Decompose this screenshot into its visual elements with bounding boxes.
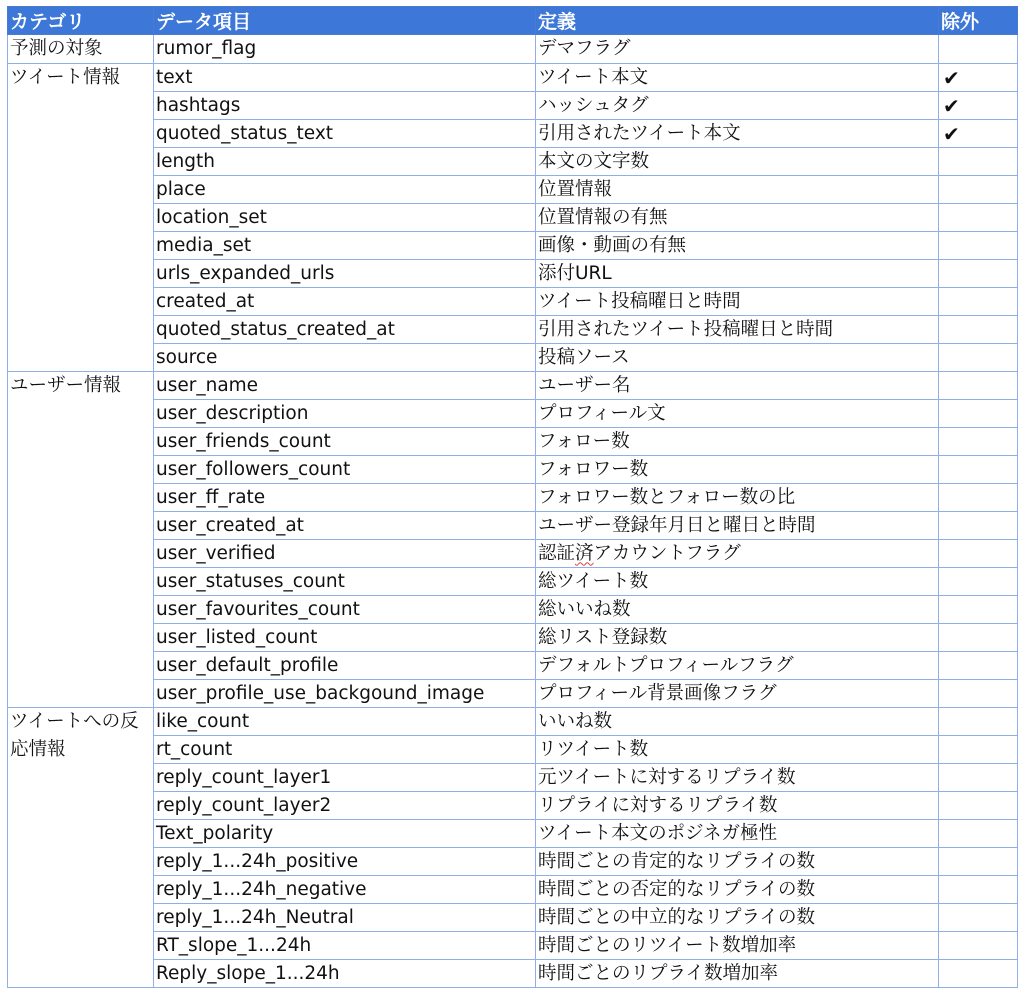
exclude-cell [939, 344, 1018, 372]
item-cell: user_friends_count [154, 428, 536, 456]
item-cell: Text_polarity [154, 820, 536, 848]
item-cell: rumor_flag [154, 35, 536, 64]
definition-cell: フォロワー数 [536, 456, 939, 484]
spellcheck-underline: 済 [575, 542, 594, 564]
exclude-cell [939, 232, 1018, 260]
table-row [8, 540, 1018, 568]
definition-cell: ハッシュタグ [536, 92, 939, 120]
table-row [8, 92, 1018, 120]
exclude-cell [939, 316, 1018, 344]
exclude-cell [939, 736, 1018, 764]
item-cell: reply_count_layer2 [154, 792, 536, 820]
table-row [8, 764, 1018, 792]
table-row [8, 960, 1018, 988]
exclude-cell [939, 260, 1018, 288]
exclude-cell [939, 764, 1018, 792]
definition-cell: 総いいね数 [536, 596, 939, 624]
item-cell: user_default_profile [154, 652, 536, 680]
exclude-cell [939, 428, 1018, 456]
definition-cell: プロフィール背景画像フラグ [536, 680, 939, 708]
exclude-cell [939, 204, 1018, 232]
definition-cell: 位置情報 [536, 176, 939, 204]
item-cell: hashtags [154, 92, 536, 120]
item-cell: user_statuses_count [154, 568, 536, 596]
exclude-cell [939, 596, 1018, 624]
item-cell: place [154, 176, 536, 204]
item-cell: user_ff_rate [154, 484, 536, 512]
definition-cell: ユーザー名 [536, 372, 939, 400]
definition-cell: デフォルトプロフィールフラグ [536, 652, 939, 680]
exclude-cell [939, 960, 1018, 988]
definition-cell: 投稿ソース [536, 344, 939, 372]
item-cell: created_at [154, 288, 536, 316]
item-cell: user_description [154, 400, 536, 428]
item-cell: media_set [154, 232, 536, 260]
table-row [8, 148, 1018, 176]
table-row [8, 176, 1018, 204]
definition-cell: リツイート数 [536, 736, 939, 764]
item-cell: user_created_at [154, 512, 536, 540]
definition-cell: 時間ごとのリプライ数増加率 [536, 960, 939, 988]
definition-cell: 時間ごとの肯定的なリプライの数 [536, 848, 939, 876]
table-row [8, 680, 1018, 708]
item-cell: text [154, 64, 536, 92]
definition-cell: 時間ごとの中立的なリプライの数 [536, 904, 939, 932]
exclude-cell [939, 372, 1018, 400]
table-row [8, 260, 1018, 288]
table-row [8, 932, 1018, 960]
exclude-cell [939, 456, 1018, 484]
exclude-cell [939, 400, 1018, 428]
definition-cell: いいね数 [536, 708, 939, 736]
table-row [8, 568, 1018, 596]
table-row [8, 484, 1018, 512]
table-row [8, 316, 1018, 344]
exclude-cell [939, 35, 1018, 64]
item-cell: rt_count [154, 736, 536, 764]
table-header [8, 7, 1018, 35]
exclude-cell [939, 652, 1018, 680]
item-cell: user_name [154, 372, 536, 400]
exclude-cell [939, 680, 1018, 708]
item-cell: user_verified [154, 540, 536, 568]
header-exclude: 除外 [939, 7, 1018, 35]
category-cell: ユーザー情報 [8, 372, 154, 708]
item-cell: Reply_slope_1...24h [154, 960, 536, 988]
definition-cell: 時間ごとの否定的なリプライの数 [536, 876, 939, 904]
exclude-cell [939, 288, 1018, 316]
item-cell: location_set [154, 204, 536, 232]
table-row [8, 512, 1018, 540]
table-row [8, 35, 1018, 64]
table-row [8, 736, 1018, 764]
header-definition: 定義 [536, 7, 939, 35]
definition-cell: 引用されたツイート本文 [536, 120, 939, 148]
table-row [8, 372, 1018, 400]
definition-cell: 本文の文字数 [536, 148, 939, 176]
definition-cell: 引用されたツイート投稿曜日と時間 [536, 316, 939, 344]
definition-cell: 総ツイート数 [536, 568, 939, 596]
item-cell: reply_count_layer1 [154, 764, 536, 792]
table-row [8, 792, 1018, 820]
definition-cell: 位置情報の有無 [536, 204, 939, 232]
exclude-cell [939, 568, 1018, 596]
definition-cell: リプライに対するリプライ数 [536, 792, 939, 820]
definition-cell: 総リスト登録数 [536, 624, 939, 652]
exclude-cell [939, 540, 1018, 568]
exclude-check-icon: ✔ [939, 64, 1018, 92]
table-row [8, 848, 1018, 876]
definition-cell: ツイート本文 [536, 64, 939, 92]
item-cell: source [154, 344, 536, 372]
table-row [8, 232, 1018, 260]
definition-cell: プロフィール文 [536, 400, 939, 428]
exclude-cell [939, 848, 1018, 876]
table-row [8, 120, 1018, 148]
item-cell: user_favourites_count [154, 596, 536, 624]
table-row [8, 344, 1018, 372]
item-cell: reply_1...24h_negative [154, 876, 536, 904]
table-row [8, 400, 1018, 428]
table-row [8, 288, 1018, 316]
item-cell: length [154, 148, 536, 176]
exclude-cell [939, 176, 1018, 204]
exclude-cell [939, 148, 1018, 176]
item-cell: user_followers_count [154, 456, 536, 484]
definition-cell: 時間ごとのリツイート数増加率 [536, 932, 939, 960]
item-cell: quoted_status_text [154, 120, 536, 148]
exclude-cell [939, 624, 1018, 652]
definition-cell: ツイート投稿曜日と時間 [536, 288, 939, 316]
exclude-cell [939, 820, 1018, 848]
definition-cell: フォロー数 [536, 428, 939, 456]
definition-cell: デマフラグ [536, 35, 939, 64]
exclude-cell [939, 708, 1018, 736]
table-row [8, 876, 1018, 904]
exclude-check-icon: ✔ [939, 120, 1018, 148]
table-row [8, 428, 1018, 456]
exclude-cell [939, 932, 1018, 960]
definition-cell: ユーザー登録年月日と曜日と時間 [536, 512, 939, 540]
exclude-check-icon: ✔ [939, 92, 1018, 120]
item-cell: reply_1...24h_positive [154, 848, 536, 876]
item-cell: like_count [154, 708, 536, 736]
table-row [8, 456, 1018, 484]
table-row [8, 904, 1018, 932]
exclude-cell [939, 512, 1018, 540]
category-cell: 予測の対象 [8, 35, 154, 64]
header-item: データ項目 [154, 7, 536, 35]
definition-cell: フォロワー数とフォロー数の比 [536, 484, 939, 512]
table-row [8, 624, 1018, 652]
exclude-cell [939, 484, 1018, 512]
data-table-container [7, 6, 1018, 988]
definition-cell: 画像・動画の有無 [536, 232, 939, 260]
item-cell: user_profile_use_backgound_image [154, 680, 536, 708]
table-row [8, 652, 1018, 680]
exclude-cell [939, 792, 1018, 820]
table-body [8, 35, 1018, 988]
exclude-cell [939, 876, 1018, 904]
table-row [8, 596, 1018, 624]
definition-cell: 元ツイートに対するリプライ数 [536, 764, 939, 792]
header-row [8, 7, 1018, 35]
table-row [8, 64, 1018, 92]
definition-cell: 添付URL [536, 260, 939, 288]
item-cell: reply_1...24h_Neutral [154, 904, 536, 932]
definition-cell: ツイート本文のポジネガ極性 [536, 820, 939, 848]
definition-cell: 認証済アカウントフラグ [536, 540, 939, 568]
table-row [8, 708, 1018, 736]
item-cell: user_listed_count [154, 624, 536, 652]
table-row [8, 820, 1018, 848]
exclude-cell [939, 904, 1018, 932]
category-cell: ツイートへの反応情報 [8, 708, 154, 988]
item-cell: urls_expanded_urls [154, 260, 536, 288]
table-row [8, 204, 1018, 232]
item-cell: quoted_status_created_at [154, 316, 536, 344]
item-cell: RT_slope_1...24h [154, 932, 536, 960]
header-category: カテゴリ [8, 7, 154, 35]
data-item-table [7, 6, 1018, 988]
category-cell: ツイート情報 [8, 64, 154, 372]
